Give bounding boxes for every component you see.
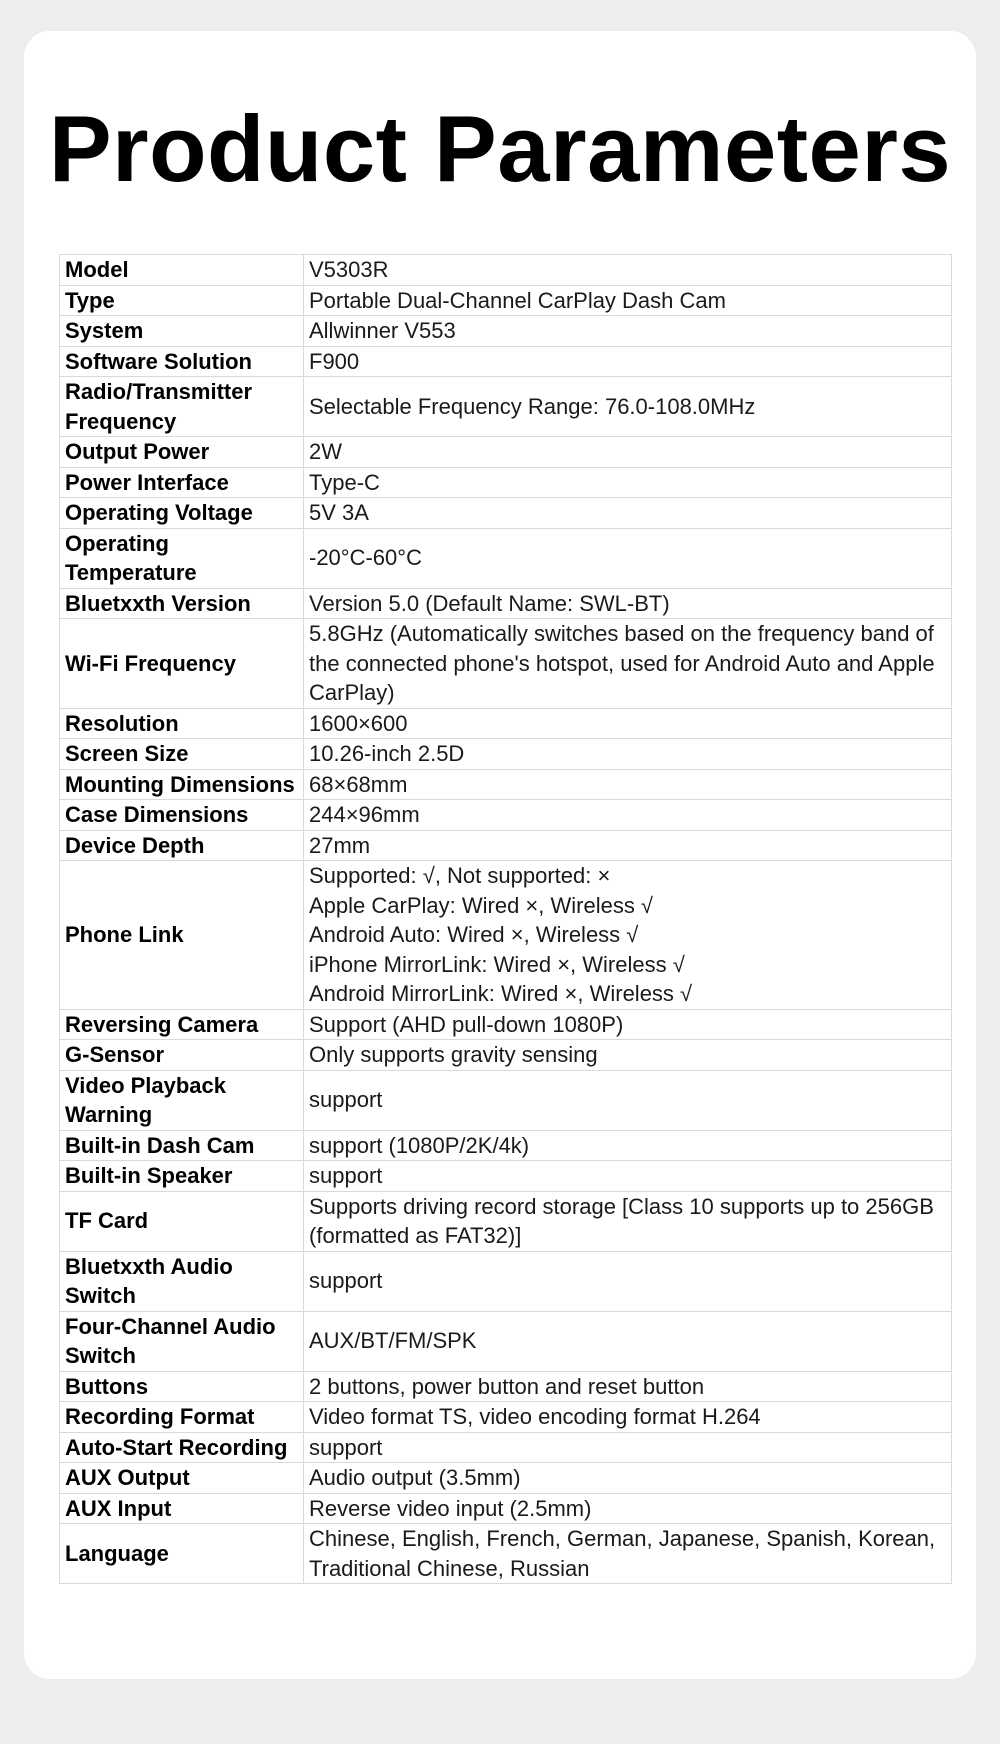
parameter-value — [304, 467, 952, 498]
parameter-value-line: V5303R — [309, 257, 389, 282]
parameter-value-line: Type-C — [309, 469, 380, 495]
parameter-value — [304, 437, 952, 468]
parameter-label: Mounting Dimensions — [60, 769, 304, 800]
parameter-value-line: 244×96mm — [309, 802, 420, 827]
table-row — [60, 1130, 952, 1161]
table-row — [60, 1040, 952, 1071]
table-row — [60, 1432, 952, 1463]
parameter-value — [304, 1130, 952, 1161]
parameter-value — [304, 769, 952, 800]
parameter-value — [304, 1463, 952, 1494]
parameter-label: Operating Temperature — [60, 528, 304, 588]
table-row — [60, 1371, 952, 1402]
parameter-label: Phone Link — [60, 861, 304, 1010]
parameter-label: G-Sensor — [60, 1040, 304, 1071]
parameter-value — [304, 1311, 952, 1371]
parameter-label: Resolution — [60, 708, 304, 739]
parameters-table — [59, 254, 952, 1584]
parameter-value-line: support — [309, 1268, 383, 1294]
parameter-value — [304, 1251, 952, 1311]
parameter-value — [304, 377, 952, 437]
parameter-value-line: -20°C-60°C — [309, 545, 422, 571]
table-row — [60, 467, 952, 498]
parameter-value-line: 5V 3A — [309, 500, 369, 525]
table-row — [60, 588, 952, 619]
parameter-value-line: support — [309, 1087, 383, 1113]
parameter-value-line: Allwinner V553 — [309, 318, 456, 343]
parameter-value-line: 68×68mm — [309, 771, 408, 797]
parameter-value — [304, 1371, 952, 1402]
parameter-label: System — [60, 316, 304, 347]
table-row — [60, 1311, 952, 1371]
parameter-value-line: Supports driving record storage [Class 10 supports up to 256GB (formatted as FAT32)] — [309, 1193, 934, 1248]
parameter-label: Device Depth — [60, 830, 304, 861]
table-row — [60, 708, 952, 739]
table-row — [60, 1161, 952, 1192]
parameter-value — [304, 316, 952, 347]
parameter-value-line: 2W — [309, 439, 342, 464]
table-row — [60, 1191, 952, 1251]
parameter-label: Recording Format — [60, 1402, 304, 1433]
parameter-value — [304, 588, 952, 619]
table-row — [60, 769, 952, 800]
parameter-label: Built-in Dash Cam — [60, 1130, 304, 1161]
parameter-label: AUX Output — [60, 1463, 304, 1494]
parameter-label: TF Card — [60, 1191, 304, 1251]
parameter-value — [304, 498, 952, 529]
parameter-label: Software Solution — [60, 346, 304, 377]
parameter-value — [304, 739, 952, 770]
parameter-value — [304, 528, 952, 588]
parameters-table-body — [60, 255, 952, 1584]
parameter-value-line: 10.26-inch 2.5D — [309, 741, 465, 766]
parameter-label: Model — [60, 255, 304, 286]
table-row — [60, 830, 952, 861]
parameter-label: Video Playback Warning — [60, 1070, 304, 1130]
parameter-value-line: Version 5.0 (Default Name: SWL-BT) — [309, 590, 670, 616]
table-row — [60, 377, 952, 437]
table-row — [60, 800, 952, 831]
parameter-value-line: Reverse video input (2.5mm) — [309, 1495, 592, 1521]
table-row — [60, 498, 952, 529]
parameter-value-line: Supported: √, Not supported: × — [309, 863, 611, 888]
parameter-value-line: Chinese, English, French, German, Japanese, Spanish, Korean, Traditional Chinese, Russian — [309, 1526, 936, 1581]
table-row — [60, 619, 952, 709]
table-row — [60, 285, 952, 316]
table-row — [60, 861, 952, 1010]
parameter-label: Bluetxxth Audio Switch — [60, 1251, 304, 1311]
table-row — [60, 1070, 952, 1130]
parameter-label: AUX Input — [60, 1493, 304, 1524]
parameter-value — [304, 346, 952, 377]
parameter-value-line: support (1080P/2K/4k) — [309, 1132, 530, 1158]
table-row — [60, 346, 952, 377]
parameter-value-line: 5.8GHz (Automatically switches based on the frequency band of the connected phone's hotspot, used for Android Auto and Apple CarPlay) — [309, 621, 935, 705]
parameter-value-line: Audio output (3.5mm) — [309, 1465, 521, 1490]
parameter-value — [304, 830, 952, 861]
parameter-value-line: Android MirrorLink: Wired ×, Wireless √ — [309, 981, 693, 1006]
parameter-value-line: support — [309, 1163, 383, 1188]
parameter-value — [304, 1493, 952, 1524]
parameter-value-line: 2 buttons, power button and reset button — [309, 1373, 705, 1399]
table-row — [60, 528, 952, 588]
parameter-value — [304, 800, 952, 831]
parameter-value-line: Portable Dual-Channel CarPlay Dash Cam — [309, 287, 726, 313]
table-row — [60, 739, 952, 770]
parameter-label: Type — [60, 285, 304, 316]
parameter-label: Operating Voltage — [60, 498, 304, 529]
parameter-value-line: Apple CarPlay: Wired ×, Wireless √ — [309, 892, 654, 918]
parameter-value — [304, 1070, 952, 1130]
parameter-value — [304, 255, 952, 286]
parameter-label: Auto-Start Recording — [60, 1432, 304, 1463]
parameter-label: Power Interface — [60, 467, 304, 498]
parameter-label: Buttons — [60, 1371, 304, 1402]
parameter-label: Case Dimensions — [60, 800, 304, 831]
parameter-label: Four-Channel Audio Switch — [60, 1311, 304, 1371]
parameter-value-line: Selectable Frequency Range: 76.0-108.0MHz — [309, 393, 756, 419]
parameter-label: Bluetxxth Version — [60, 588, 304, 619]
parameter-label: Screen Size — [60, 739, 304, 770]
table-row — [60, 437, 952, 468]
parameter-value — [304, 1009, 952, 1040]
parameter-value-line: Only supports gravity sensing — [309, 1042, 598, 1067]
parameter-value — [304, 1161, 952, 1192]
table-row — [60, 316, 952, 347]
parameter-value-line: 1600×600 — [309, 710, 408, 736]
parameter-value-line: Support (AHD pull-down 1080P) — [309, 1011, 624, 1037]
table-row — [60, 1493, 952, 1524]
parameter-value-line: 27mm — [309, 832, 371, 858]
parameter-value — [304, 1432, 952, 1463]
parameter-value — [304, 619, 952, 709]
parameter-value — [304, 708, 952, 739]
table-row — [60, 1402, 952, 1433]
page-title: Product Parameters — [48, 96, 952, 201]
parameter-value — [304, 1040, 952, 1071]
table-row — [60, 255, 952, 286]
parameter-label: Language — [60, 1524, 304, 1584]
parameter-label: Output Power — [60, 437, 304, 468]
parameter-value-line: Video format TS, video encoding format H.264 — [309, 1404, 761, 1429]
table-row — [60, 1251, 952, 1311]
parameter-value-line: Android Auto: Wired ×, Wireless √ — [309, 922, 639, 947]
parameter-value — [304, 285, 952, 316]
parameter-label: Reversing Camera — [60, 1009, 304, 1040]
table-row — [60, 1463, 952, 1494]
parameter-value-line: F900 — [309, 348, 360, 374]
table-row — [60, 1009, 952, 1040]
parameter-value — [304, 1402, 952, 1433]
parameter-value — [304, 1191, 952, 1251]
parameter-label: Radio/Transmitter Frequency — [60, 377, 304, 437]
parameter-label: Wi-Fi Frequency — [60, 619, 304, 709]
parameter-value — [304, 861, 952, 1010]
table-row — [60, 1524, 952, 1584]
parameter-value-line: support — [309, 1434, 383, 1460]
parameter-value-line: iPhone MirrorLink: Wired ×, Wireless √ — [309, 951, 685, 977]
parameter-value — [304, 1524, 952, 1584]
parameter-value-line: AUX/BT/FM/SPK — [309, 1328, 477, 1354]
parameter-label: Built-in Speaker — [60, 1161, 304, 1192]
